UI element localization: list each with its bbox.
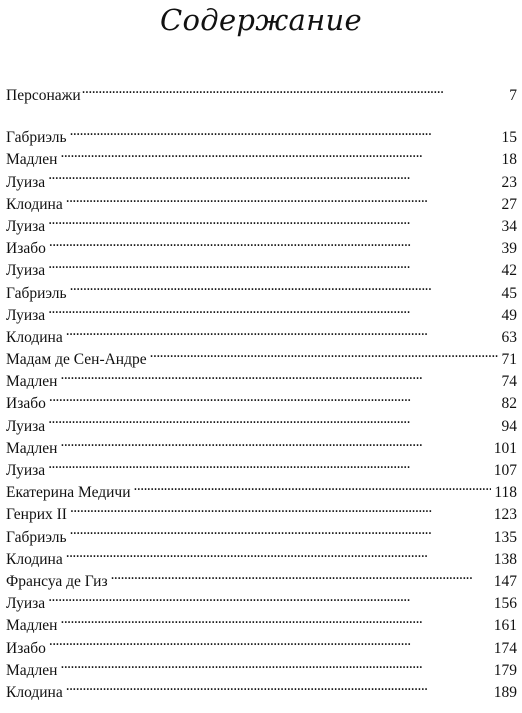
toc-entry-page: 63	[501, 328, 517, 346]
toc-entry-page: 34	[501, 217, 517, 235]
dot-leader	[111, 564, 491, 586]
toc-entry[interactable]	[6, 231, 517, 258]
toc-entry[interactable]	[6, 630, 517, 657]
toc-entry-label: Луиза	[6, 217, 46, 235]
toc-entry-label: Луиза	[6, 306, 46, 324]
toc-entry-label: Луиза	[6, 595, 46, 613]
toc-intro	[6, 78, 517, 105]
dot-leader	[49, 231, 499, 253]
toc-entry[interactable]	[6, 408, 517, 435]
toc-entry[interactable]	[6, 320, 517, 346]
toc-entry[interactable]	[6, 275, 517, 302]
toc-entry-page: 15	[501, 129, 517, 147]
toc-entry[interactable]	[6, 364, 517, 391]
toc-entry[interactable]	[6, 78, 517, 105]
dot-leader	[60, 653, 490, 675]
toc-entry[interactable]	[6, 564, 517, 590]
toc-entry-label: Клодина	[6, 683, 63, 701]
toc-entry-label: Мадлен	[6, 439, 58, 457]
toc-entry-label: Мадам де Сен-Андре	[6, 351, 147, 369]
dot-leader	[66, 187, 499, 209]
toc-entry[interactable]	[6, 519, 517, 546]
toc-entry-label: Изабо	[6, 639, 46, 657]
toc-entry-label: Мадлен	[6, 373, 58, 391]
toc-entry-page: 179	[493, 661, 517, 679]
dot-leader	[70, 497, 491, 519]
dot-leader	[48, 408, 498, 430]
toc-entry-label: Изабо	[6, 240, 46, 258]
toc-entry-page: 189	[493, 683, 517, 701]
toc-entry[interactable]	[6, 653, 517, 679]
dot-leader	[70, 275, 499, 297]
toc-entry-page: 39	[501, 240, 517, 258]
dot-leader	[48, 453, 491, 475]
toc-entry-page: 7	[509, 87, 517, 105]
dot-leader	[49, 630, 491, 652]
toc-entry-page: 94	[501, 417, 517, 435]
dot-leader	[82, 78, 510, 100]
dot-leader	[70, 120, 499, 142]
toc-entry-page: 71	[501, 351, 517, 369]
toc-entry-page: 107	[493, 462, 517, 479]
toc-entry-page: 147	[493, 572, 517, 590]
toc-entry[interactable]	[6, 497, 517, 524]
toc-entry-label: Мадлен	[6, 661, 58, 679]
dot-leader	[134, 475, 492, 497]
dot-leader	[60, 364, 498, 386]
dot-leader	[66, 320, 499, 342]
toc-entry-page: 118	[494, 484, 517, 502]
dot-leader	[60, 431, 490, 453]
toc-entry[interactable]	[6, 453, 517, 479]
toc-entry-page: 161	[493, 617, 517, 635]
toc-entry-page: 49	[501, 306, 517, 324]
dot-leader	[66, 675, 491, 697]
toc-entry[interactable]	[6, 253, 517, 280]
toc-entry-page: 123	[493, 506, 517, 524]
dot-leader	[150, 342, 499, 364]
dot-leader	[48, 209, 498, 231]
toc-entry-label: Изабо	[6, 395, 46, 413]
toc-entry-page: 138	[493, 550, 517, 568]
dot-leader	[48, 298, 498, 320]
toc-entry[interactable]	[6, 164, 517, 191]
dot-leader	[48, 164, 498, 186]
toc-entry[interactable]	[6, 142, 517, 169]
toc-entry-label: Екатерина Медичи	[6, 484, 131, 502]
dot-leader	[60, 608, 490, 630]
toc-entry-page: 45	[501, 284, 517, 302]
toc-entry-page: 156	[493, 595, 517, 613]
toc-entry-label: Луиза	[6, 262, 46, 280]
toc-entry[interactable]	[6, 608, 517, 635]
toc-entry-label: Мадлен	[6, 617, 58, 635]
page-title: Содержание	[160, 3, 362, 37]
toc-entry-label: Луиза	[6, 462, 46, 479]
toc-chapter-list	[6, 120, 517, 701]
toc-entry-label: Габриэль	[6, 129, 67, 147]
toc-entry-page: 23	[501, 173, 517, 191]
dot-leader	[48, 253, 498, 275]
dot-leader	[49, 386, 499, 408]
toc-entry[interactable]	[6, 586, 517, 613]
dot-leader	[48, 586, 491, 608]
toc-entry[interactable]	[6, 209, 517, 235]
toc-entry[interactable]	[6, 475, 517, 502]
toc-entry-page: 101	[493, 439, 517, 457]
toc-entry[interactable]	[6, 120, 517, 147]
toc-entry-label: Франсуа де Гиз	[6, 572, 108, 590]
toc-entry-label: Луиза	[6, 417, 46, 435]
toc-entry[interactable]	[6, 675, 517, 701]
toc-entry[interactable]	[6, 298, 517, 324]
toc-entry[interactable]	[6, 187, 517, 213]
toc-entry-label: Генрих II	[6, 506, 67, 524]
toc-entry-page: 18	[501, 151, 517, 169]
toc-entry-page: 27	[501, 195, 517, 213]
toc-entry-label: Персонажи	[6, 87, 81, 105]
toc-entry-page: 135	[493, 528, 517, 546]
toc-entry-label: Клодина	[6, 328, 63, 346]
toc-entry[interactable]	[6, 542, 517, 568]
toc-entry-label: Мадлен	[6, 151, 58, 169]
toc-entry-label: Клодина	[6, 550, 63, 568]
toc-entry-label: Габриэль	[6, 528, 67, 546]
toc-entry-page: 82	[501, 395, 517, 413]
toc-entry-label: Габриэль	[6, 284, 67, 302]
toc-entry[interactable]	[6, 386, 517, 413]
toc-entry[interactable]	[6, 342, 517, 369]
toc-entry-label: Клодина	[6, 195, 63, 213]
toc-entry[interactable]	[6, 431, 517, 457]
toc-entry-page: 174	[493, 639, 517, 657]
dot-leader	[70, 519, 491, 541]
toc-entry-page: 42	[501, 262, 517, 280]
toc-entry-label: Луиза	[6, 173, 46, 191]
toc-entry-page: 74	[501, 373, 517, 391]
dot-leader	[60, 142, 498, 164]
dot-leader	[66, 542, 491, 564]
